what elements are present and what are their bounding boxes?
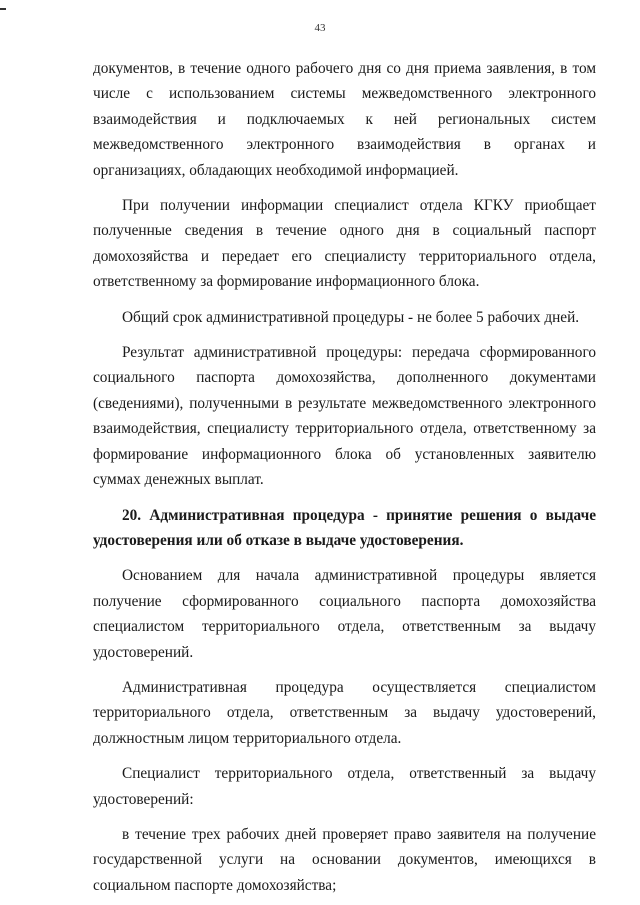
document-text-body xyxy=(93,56,596,898)
paragraph: Специалист территориального отдела, ответственный за выдачу удостоверений: xyxy=(93,765,596,808)
page-number: 43 xyxy=(314,22,326,34)
section-heading: 20. Административная процедура - принятие решения о выдаче удостоверения или об отказе в выдаче удостоверения. xyxy=(93,506,596,549)
paragraph: Основанием для начала административной процедуры является получение сформированного социального паспорта домохозяйства специалистом территориального отдела, ответственным за выдачу удостоверений. xyxy=(93,567,596,661)
paragraph: Общий срок административной процедуры - не более 5 рабочих дней. xyxy=(122,308,580,326)
paragraph: При получении информации специалист отдела КГКУ приобщает полученные сведения в течение одного дня в социальный паспорт домохозяйства и передает его специалисту территориального отдела, ответственному за формирование информационного блока. xyxy=(93,197,596,291)
paragraph: в течение трех рабочих дней проверяет право заявителя на получение государственной услуги на основании документов, имеющихся в социальном паспорте домохозяйства; xyxy=(93,825,596,894)
paragraph: Административная процедура осуществляется специалистом территориального отдела, ответственным за выдачу удостоверений, должностным лицом территориального отдела. xyxy=(93,678,596,747)
scan-corner-mark xyxy=(0,8,6,10)
paragraph: Результат административной процедуры: передача сформированного социального паспорта домохозяйства, дополненного документами (сведениями), полученными в результате межведомственного электронного взаимодействия, специалисту территориального отдела, ответственному за формирование информационного блока об установленных заявителю суммах денежных выплат. xyxy=(93,344,596,489)
paragraph-continuation: документов, в течение одного рабочего дня со дня приема заявления, в том числе с использованием системы межведомственного электронного взаимодействия и подключаемых к ней региональных систем межведомственного электронного взаимодействия в органах и организациях, обладающих необходимой информацией. xyxy=(93,60,596,179)
